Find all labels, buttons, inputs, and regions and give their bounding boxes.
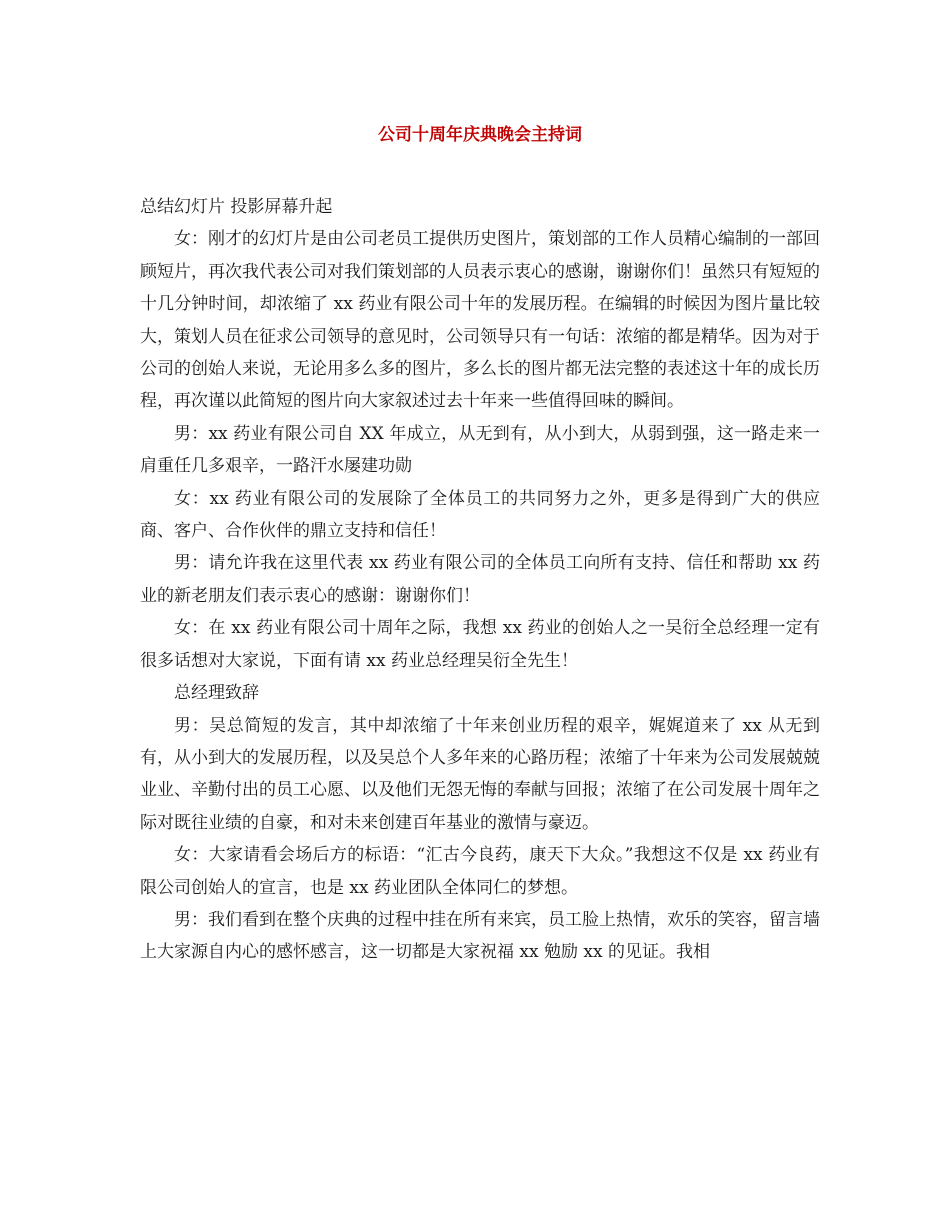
document-title: 公司十周年庆典晚会主持词 xyxy=(378,125,582,145)
paragraph-stage-direction: 总结幻灯片 投影屏幕升起 xyxy=(140,197,333,217)
paragraph: 男：xx 药业有限公司自 XX 年成立，从无到有，从小到大，从弱到强，这一路走来一肩重任几多艰辛，一路汗水屡建功勋 xyxy=(140,423,820,477)
paragraph: 女：xx 药业有限公司的发展除了全体员工的共同努力之外，更多是得到广大的供应商、客户、合作伙伴的鼎立支持和信任！ xyxy=(140,488,820,542)
paragraph: 女：在 xx 药业有限公司十周年之际，我想 xx 药业的创始人之一吴衍全总经理一定有很多话想对大家说，下面有请 xx 药业总经理吴衍全先生！ xyxy=(140,618,820,671)
paragraph: 男：请允许我在这里代表 xx 药业有限公司的全体员工向所有支持、信任和帮助 xx 药业的新老朋友们表示衷心的感谢：谢谢你们！ xyxy=(140,553,820,606)
paragraph: 女：刚才的幻灯片是由公司老员工提供历史图片，策划部的工作人员精心编制的一部回顾短片，再次我代表公司对我们策划部的人员表示衷心的感谢，谢谢你们！虽然只有短短的十几分钟时间，却浓缩了 xx 药业有限公司十年的发展历程。在编辑的时候因为图片量比较大，策划人员在征求公司领导的意见时，公司领导只有一句话：浓缩的都是精华。因为对于公司的创始人来说，无论用多么多的图片，多么长的图片都无法完整的表述这十年的成长历程，再次谨以此简短的图片向大家叙述过去十年来一些值得回味的瞬间。 xyxy=(140,229,820,412)
paragraph: 男：吴总简短的发言，其中却浓缩了十年来创业历程的艰辛，娓娓道来了 xx 从无到有，从小到大的发展历程，以及吴总个人多年来的心路历程；浓缩了十年来为公司发展兢兢业业、辛勤付出的员工心愿、以及他们无怨无悔的奉献与回报；浓缩了在公司发展十周年之际对既往业绩的自豪，和对未来创建百年基业的激情与豪迈。 xyxy=(140,715,820,833)
paragraph: 女：大家请看会场后方的标语：“汇古今良药，康天下大众。”我想这不仅是 xx 药业有限公司创始人的宣言，也是 xx 药业团队全体同仁的梦想。 xyxy=(140,845,820,898)
paragraph-section-heading: 总经理致辞 xyxy=(174,683,259,704)
paragraph: 男：我们看到在整个庆典的过程中挂在所有来宾，员工脸上热情，欢乐的笑容，留言墙上大家源自内心的感怀感言，这一切都是大家祝福 xx 勉励 xx 的见证。我相 xyxy=(140,909,820,963)
document-body xyxy=(140,191,820,969)
